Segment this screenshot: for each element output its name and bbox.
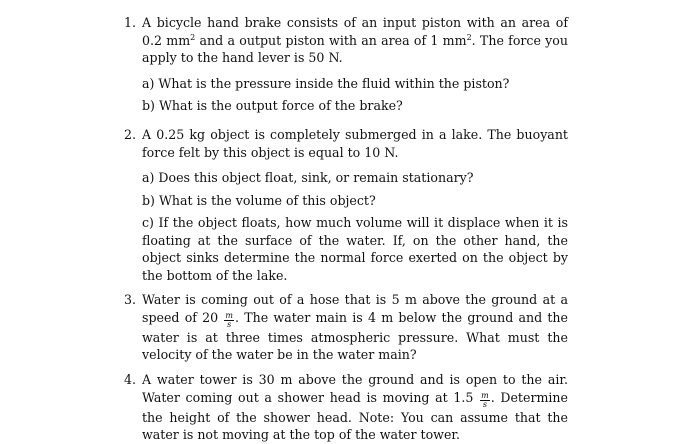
- problem-number: 1.: [124, 15, 137, 30]
- problem-statement: A 0.25 kg object is completely submerged in a lake. The buoyant force felt by this object is equal to 10 N.: [142, 127, 568, 160]
- sub-question-a: a) Does this object float, sink, or remain stationary?: [142, 170, 474, 185]
- problem-1: [124, 14, 568, 115]
- problem-body: [142, 371, 568, 444]
- problem-statement: A water tower is 30 m above the ground and is open to the air. Water coming out a shower head is moving at 1.5 $\frac{m}{s}$ . Determine the height of the shower head. Note: You can assume that the water is not moving at the top of the water tower.: [142, 372, 568, 442]
- problem-number: 4.: [124, 372, 137, 387]
- velocity-unit: $\frac{m}{s}$: [481, 390, 489, 409]
- problem-2: [124, 126, 568, 284]
- sub-question-b: b) What is the volume of this object?: [142, 192, 376, 208]
- sub-questions: [142, 75, 568, 115]
- problem-body: [142, 291, 568, 364]
- sub-question-c: c) If the object floats, how much volume will it displace when it is floating at the surface of the water. If, on the other hand, the object sinks determine the normal force exerted on the object by the bottom of the lake.: [142, 215, 568, 283]
- problem-number: 2.: [124, 127, 137, 142]
- sub-question-b: b) What is the output force of the brake?: [142, 98, 403, 113]
- problem-4: [124, 371, 568, 444]
- problem-body: [142, 14, 568, 115]
- problem-body: [142, 126, 568, 284]
- problem-number: 3.: [124, 292, 137, 307]
- sub-question-a: a) What is the pressure inside the fluid within the piston?: [142, 75, 510, 91]
- problem-statement: Water is coming out of a hose that is 5 m above the ground at a speed of 20 $\frac{m}{s}$ . The water main is 4 m below the ground and the water is at three times atmospheric pressure. What must the velocity of the water be in the water main?: [142, 292, 569, 362]
- velocity-unit: $\frac{m}{s}$: [225, 310, 234, 329]
- problem-3: [124, 291, 568, 364]
- sub-questions: [142, 169, 568, 284]
- problem-statement: A bicycle hand brake consists of an input piston with an area of 0.2 $mm^2$ and a output piston with an area of 1 $mm^2$. The force you apply to the hand lever is 50 N.: [142, 15, 568, 65]
